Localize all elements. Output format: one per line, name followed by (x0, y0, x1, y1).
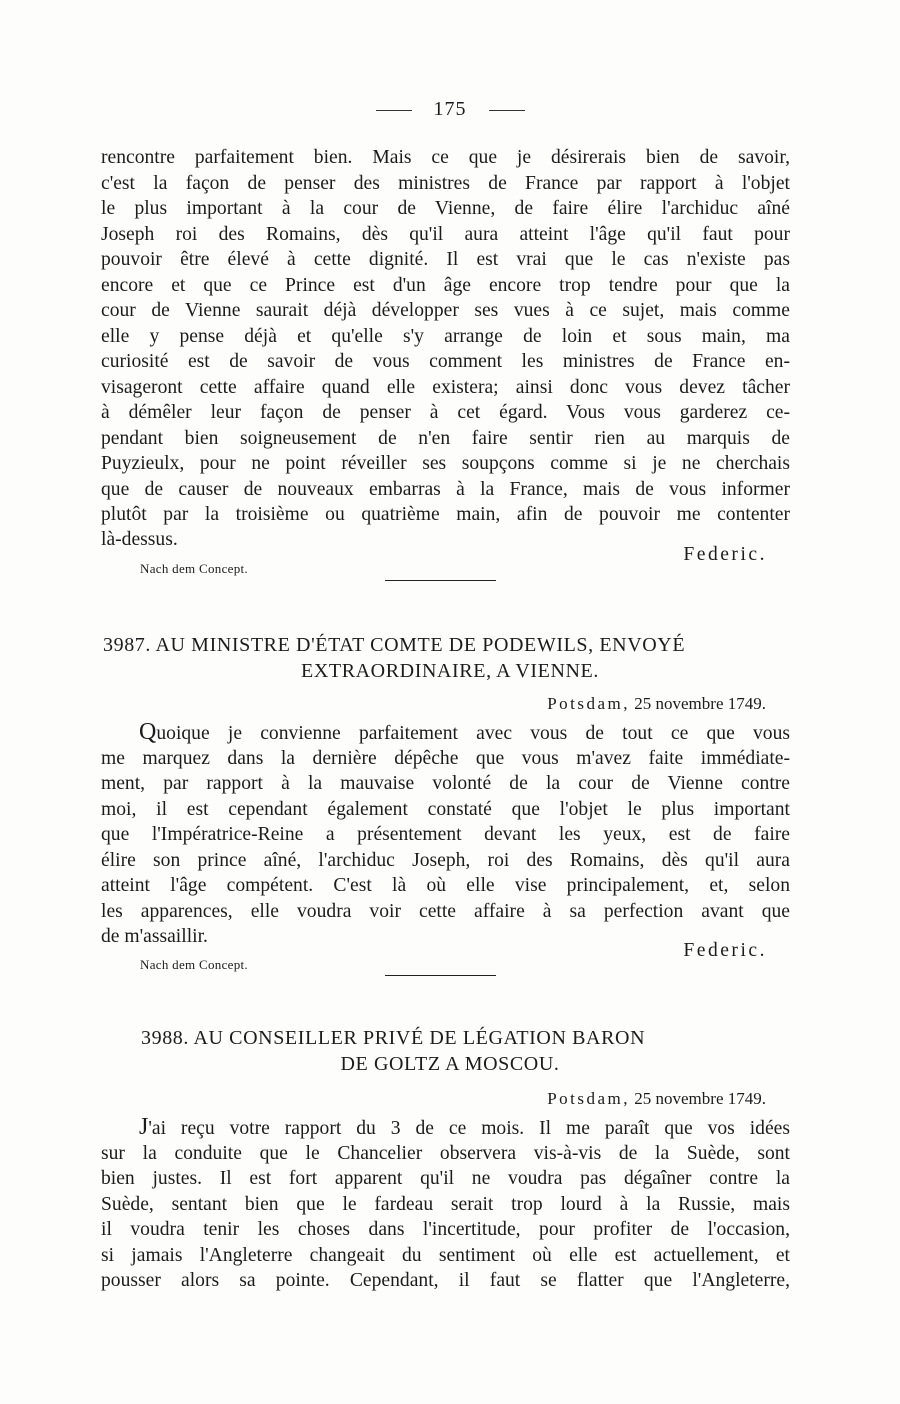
text-line: de m'assaillir. (101, 926, 208, 947)
text-line: sur la conduite que le Chancelier observera vis-à-vis de la Suède, sont (101, 1143, 790, 1164)
text-line: Joseph roi des Romains, dès qu'il aura atteint l'âge qu'il faut pour (101, 224, 790, 245)
text-line: élire son prince aîné, l'archiduc Joseph, roi des Romains, dès qu'il aura (101, 850, 790, 871)
text-line: me marquez dans la dernière dépêche que vous m'avez faite immédiate- (101, 748, 790, 769)
text-line: les apparences, elle voudra voir cette affaire à sa perfection avant que (101, 901, 790, 922)
text-line: à démêler leur façon de penser à cet égard. Vous vous garderez ce- (101, 402, 790, 423)
text-line: que l'Impératrice-Reine a présentement devant les yeux, est de faire (101, 824, 790, 845)
text-line: atteint l'âge compétent. C'est là où elle vise principalement, et, selon (101, 875, 790, 896)
text-line: plutôt par la troisième ou quatrième main, afin de pouvoir me contenter (101, 504, 790, 525)
text-line: il voudra tenir les choses dans l'incertitude, pour profiter de l'occasion, (101, 1219, 790, 1240)
text-line: Suède, sentant bien que le fardeau serait trop lourd à la Russie, mais (101, 1194, 790, 1215)
text-line: curiosité est de savoir de vous comment les ministres de France en- (101, 351, 790, 372)
date-place: Potsdam, (547, 1089, 631, 1108)
text-line: pendant bien soigneusement de n'en faire sentir rien au marquis de (101, 428, 790, 449)
page-header (0, 98, 900, 121)
source-note: Nach dem Concept. (140, 561, 248, 576)
text-line: visageront cette affaire quand elle existera; ainsi donc vous devez tâcher (101, 377, 790, 398)
date-place: Potsdam, (547, 694, 631, 713)
header-dash-right (489, 110, 525, 111)
header-dash-left (376, 110, 412, 111)
text-line: le plus important à la cour de Vienne, de faire élire l'archiduc aîné (101, 198, 790, 219)
text-line: si jamais l'Angleterre changeait du sentiment où elle est actuellement, et (101, 1245, 790, 1266)
section-rule (385, 975, 496, 976)
text-line: bien justes. Il est fort apparent qu'il ne voudra pas dégaîner contre la (101, 1168, 790, 1189)
letter-title: 3988. AU CONSEILLER PRIVÉ DE LÉGATION BARON (141, 1027, 646, 1049)
date: 25 novembre 1749. (634, 1089, 766, 1108)
text-line: ment, par rapport à la mauvaise volonté de la cour de Vienne contre (101, 773, 790, 794)
dateline (547, 694, 766, 714)
dateline (547, 1089, 766, 1109)
first-line (101, 720, 790, 746)
drop-cap: J (139, 1114, 149, 1140)
text-line: pousser alors sa pointe. Cependant, il faut se flatter que l'Angleterre, (101, 1270, 790, 1291)
signature: Federic. (683, 544, 767, 565)
text-line: elle y pense déjà et qu'elle s'y arrange de loin et sous main, ma (101, 326, 790, 347)
text-run: 'ai reçu votre rapport du 3 de ce mois. Il me paraît que vos idées (148, 1118, 790, 1139)
text-line: rencontre parfaitement bien. Mais ce que je désirerais bien de savoir, (101, 147, 790, 168)
text-line: c'est la façon de penser des ministres de France par rapport à l'objet (101, 173, 790, 194)
text-line: Puyzieulx, pour ne point réveiller ses soupçons comme si je ne cherchais (101, 453, 790, 474)
text-line: que de causer de nouveaux embarras à la France, mais de vous informer (101, 479, 790, 500)
first-line (101, 1115, 790, 1141)
text-line: là-dessus. (101, 529, 178, 550)
section-rule (385, 580, 496, 581)
letter-title-cont: EXTRAORDINAIRE, A VIENNE. (301, 660, 599, 682)
source-note: Nach dem Concept. (140, 957, 248, 972)
text-line: moi, il est cependant également constaté que l'objet le plus important (101, 799, 790, 820)
letter-title-cont: DE GOLTZ A MOSCOU. (340, 1053, 560, 1075)
signature: Federic. (683, 940, 767, 961)
page-number: 175 (433, 98, 467, 120)
text-line: encore et que ce Prince est d'un âge encore trop tendre pour que la (101, 275, 790, 296)
letter-title: 3987. AU MINISTRE D'ÉTAT COMTE DE PODEWILS, ENVOYÉ (103, 634, 686, 656)
text-run: uoique je convienne parfaitement avec vous de tout ce que vous (156, 723, 790, 744)
date: 25 novembre 1749. (634, 694, 766, 713)
drop-cap: Q (139, 719, 157, 745)
text-line: cour de Vienne saurait déjà développer ses vues à ce sujet, mais comme (101, 300, 790, 321)
text-line: pouvoir être élevé à cette dignité. Il est vrai que le cas n'existe pas (101, 249, 790, 270)
